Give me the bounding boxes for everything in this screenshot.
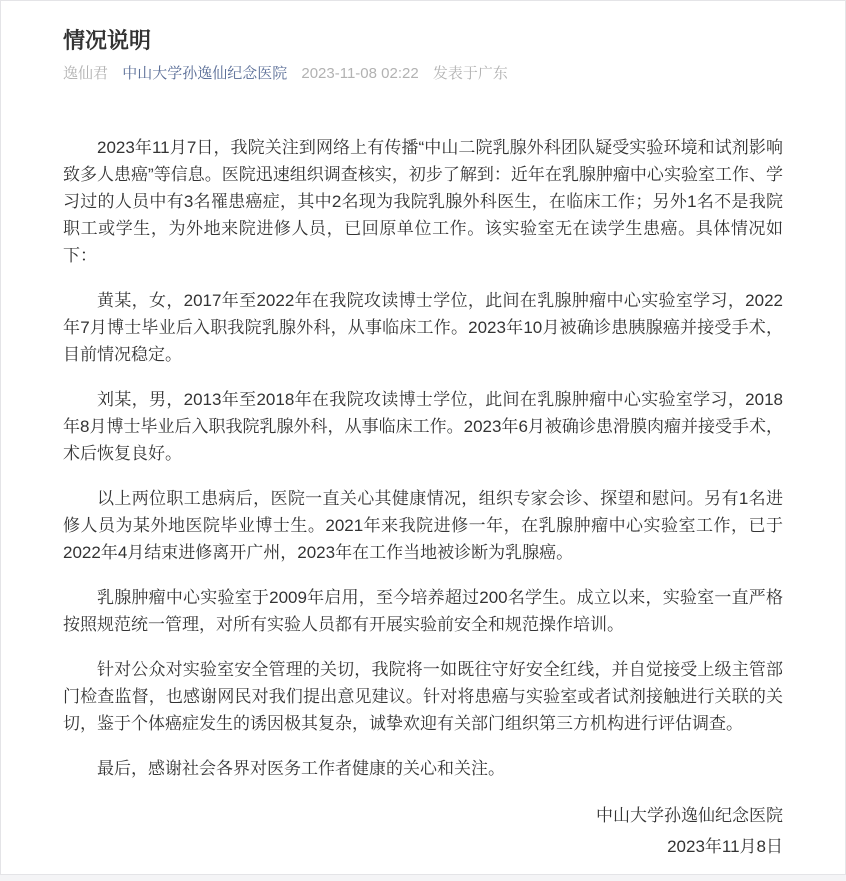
- article-paragraph: 2023年11月7日，我院关注到网络上有传播“中山二院乳腺外科团队疑受实验环境和试剂影响致多人患癌”等信息。医院迅速组织调查核实，初步了解到：近年在乳腺肿瘤中心实验室工作、学习过的人员中有3名罹患癌症，其中2名现为我院乳腺外科医生，在临床工作；另外1名不是我院职工或学生，为外地来院进修人员，已回原单位工作。该实验室无在读学生患癌。具体情况如下：: [63, 138, 783, 265]
- publish-location: 发表于广东: [432, 65, 508, 82]
- article-paragraph: 针对公众对实验室安全管理的关切，我院将一如既往守好安全红线，并自觉接受上级主管部门检查监督，也感谢网民对我们提出意见建议。针对将患癌与实验室或者试剂接触进行关联的关切，鉴于个体癌症发生的诱因极其复杂，诚挚欢迎有关部门组织第三方机构进行评估调查。: [63, 660, 783, 733]
- article-paragraph: 刘某，男，2013年至2018年在我院攻读博士学位，此间在乳腺肿瘤中心实验室学习，2018年8月博士毕业后入职我院乳腺外科，从事临床工作。2023年6月被确诊患滑膜肉瘤并接受手术，术后恢复良好。: [63, 390, 783, 463]
- article-paragraph: 黄某，女，2017年至2022年在我院攻读博士学位，此间在乳腺肿瘤中心实验室学习，2022年7月博士毕业后入职我院乳腺外科，从事临床工作。2023年10月被确诊患胰腺癌并接受手术，目前情况稳定。: [63, 291, 783, 364]
- page-title: 情况说明: [63, 28, 152, 53]
- signature: 中山大学孙逸仙纪念医院: [596, 806, 783, 825]
- account-link[interactable]: 中山大学孙逸仙纪念医院: [122, 65, 288, 82]
- article-paragraph: 最后，感谢社会各界对医务工作者健康的关心和关注。: [97, 759, 505, 778]
- publish-time: 2023-11-08 02:22: [301, 65, 419, 82]
- author-name: 逸仙君: [63, 65, 109, 82]
- signature-block: [63, 800, 783, 862]
- article-paragraph: 以上两位职工患病后，医院一直关心其健康情况，组织专家会诊、探望和慰问。另有1名进修人员为某外地医院毕业博士生。2021年来我院进修一年，在乳腺肿瘤中心实验室工作，已于2022年4月结束进修离开广州，2023年在工作当地被诊断为乳腺癌。: [63, 489, 783, 562]
- byline: [63, 63, 783, 84]
- article-body: [63, 134, 783, 862]
- article-paragraph: 乳腺肿瘤中心实验室于2009年启用，至今培养超过200名学生。成立以来，实验室一直严格按照规范统一管理，对所有实验人员都有开展实验前安全和规范操作培训。: [63, 588, 783, 634]
- signature-date: 2023年11月8日: [667, 837, 783, 856]
